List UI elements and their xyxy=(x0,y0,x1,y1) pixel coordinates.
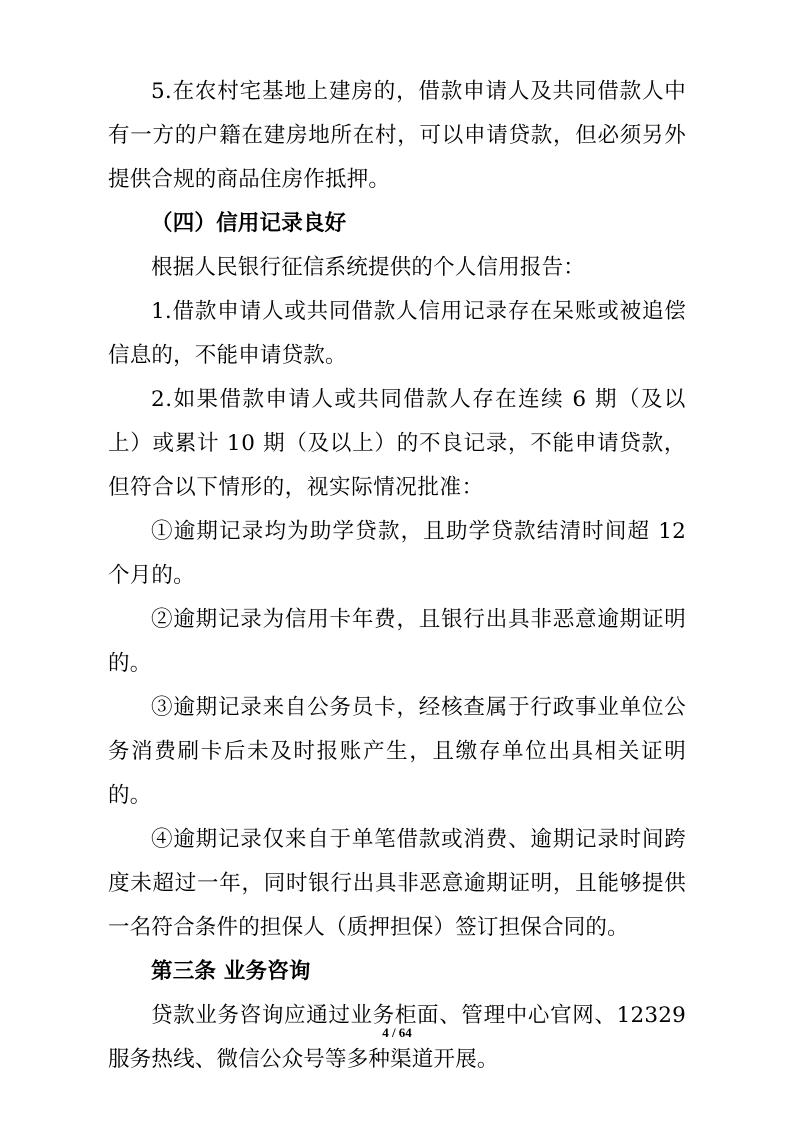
heading-credit-record-good: （四）信用记录良好 xyxy=(151,211,347,236)
page-number-footer: 4 / 64 xyxy=(382,1025,412,1040)
document-body xyxy=(108,70,686,1082)
paragraph-pboc-credit-report: 根据人民银行征信系统提供的个人信用报告： xyxy=(151,255,586,280)
paragraph-bad-debt-rule: 1.借款申请人或共同借款人信用记录存在呆账或被追偿信息的，不能申请贷款。 xyxy=(108,299,686,368)
paragraph-rural-homestead: 5.在农村宅基地上建房的，借款申请人及共同借款人中有一方的户籍在建房地所在村，可以申请贷款，但必须另外提供合规的商品住房作抵押。 xyxy=(108,79,686,192)
paragraph-exception-official-card: ③逾期记录来自公务员卡，经核查属于行政事业单位公务消费刷卡后未及时报账产生，且缴存单位出具相关证明的。 xyxy=(108,695,686,808)
heading-article-three-consultation: 第三条 业务咨询 xyxy=(151,959,311,984)
paragraph-exception-student-loan: ①逾期记录均为助学贷款，且助学贷款结清时间超 12 个月的。 xyxy=(108,519,686,588)
paragraph-exception-single-transaction: ④逾期记录仅来自于单笔借款或消费、逾期记录时间跨度未超过一年，同时银行出具非恶意逾期证明，且能够提供一名符合条件的担保人（质押担保）签订担保合同的。 xyxy=(108,827,686,940)
paragraph-consultation-channels: 贷款业务咨询应通过业务柜面、管理中心官网、12329服务热线、微信公众号等多种渠道开展。 xyxy=(108,1003,686,1072)
paragraph-exception-card-annual-fee: ②逾期记录为信用卡年费，且银行出具非恶意逾期证明的。 xyxy=(108,607,686,676)
paragraph-overdue-counts-rule: 2.如果借款申请人或共同借款人存在连续 6 期（及以上）或累计 10 期（及以上）的不良记录，不能申请贷款，但符合以下情形的，视实际情况批准： xyxy=(108,387,686,500)
